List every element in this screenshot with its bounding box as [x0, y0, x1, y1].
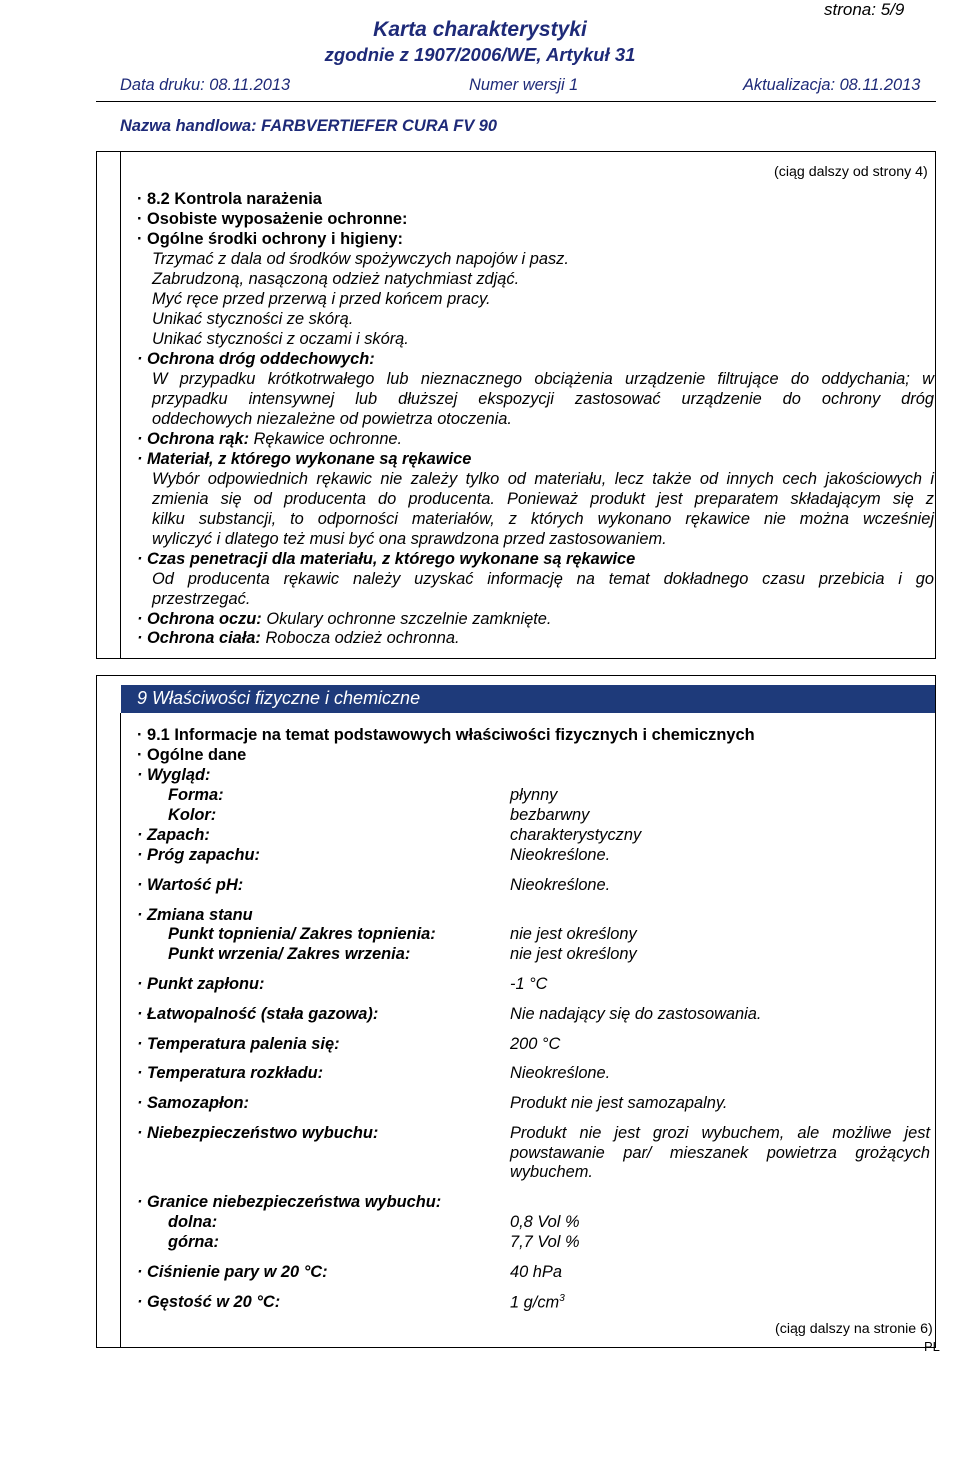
glove-material-text-line: wyliczyć i dlatego też musi być ona sprawdzona przed zastosowaniem. [152, 530, 667, 548]
hygiene-line: Myć ręce przed przerwą i przed końcem pracy. [152, 290, 491, 308]
hand-protection-row [137, 430, 402, 449]
hygiene-line: Unikać styczności ze skórą. [152, 310, 354, 328]
body-protection-value: Robocza odzież ochronna. [265, 629, 460, 647]
density-label: · Gęstość w 20 °C: [137, 1293, 281, 1311]
vapor-pressure-label: · Ciśnienie pary w 20 °C: [137, 1263, 328, 1281]
hand-protection-value: Rękawice ochronne. [253, 430, 403, 448]
form-value: płynny [510, 786, 558, 804]
eye-protection-row [137, 610, 551, 629]
penetration-text-line: Od producenta rękawic należy uzyskać informację na temat dokładnego czasu przebicia i go [152, 570, 934, 588]
density-number: 1 g/cm [510, 1293, 560, 1312]
self-ignition-value: Produkt nie jest samozapalny. [510, 1094, 728, 1112]
hygiene-line: Unikać styczności z oczami i skórą. [152, 330, 409, 348]
ph-value: Nieokreślone. [510, 876, 611, 894]
glove-material-text-line: Wybór odpowiednich rękawic nie zależy tylko od materiału, lecz także od innych cech jakościowych i [152, 470, 934, 488]
appearance-label: · Wygląd: [137, 766, 211, 784]
odor-value: charakterystyczny [510, 826, 642, 844]
ppe-heading: · Osobiste wyposażenie ochronne: [137, 210, 408, 228]
respiratory-text-line: W przypadku krótkotrwałego lub nieznacznego obciążenia urządzenie filtrujące do oddychania; w [152, 370, 934, 388]
explosion-limits-label: · Granice niebezpieczeństwa wybuchu: [137, 1193, 442, 1211]
print-date: Data druku: 08.11.2013 [120, 76, 291, 94]
glove-material-text-line: zmienia się od producenta do producenta. Ponieważ produkt jest preparatem składającym się z [152, 490, 934, 508]
document-subtitle: zgodnie z 1907/2006/WE, Artykuł 31 [324, 44, 636, 65]
general-data-heading: · Ogólne dane [137, 746, 247, 764]
explosion-hazard-value-line: powstawanie par/ mieszanek powietrza grożących [510, 1144, 930, 1162]
flash-point-value: -1 °C [510, 975, 548, 993]
upper-limit-label: górna: [168, 1233, 219, 1251]
eye-protection-value: Okulary ochronne szczelnie zamknięte. [266, 610, 552, 628]
hygiene-line: Trzymać z dala od środków spożywczych napojów i pasz. [152, 250, 569, 268]
general-measures-heading: · Ogólne środki ochrony i higieny: [137, 230, 403, 248]
ignition-temperature-label: · Temperatura palenia się: [137, 1035, 340, 1053]
respiratory-text-line: oddechowych niezależne od powietrza otoczenia. [152, 410, 512, 428]
explosion-hazard-value-line: wybuchem. [510, 1163, 593, 1181]
lower-limit-label: dolna: [168, 1213, 218, 1231]
trade-name: Nazwa handlowa: FARBVERTIEFER CURA FV 90 [120, 117, 498, 135]
eye-protection-label: · Ochrona oczu: [137, 610, 262, 628]
language-code: PL [924, 1339, 940, 1354]
explosion-hazard-label: · Niebezpieczeństwo wybuchu: [137, 1124, 379, 1142]
boiling-point-value: nie jest określony [510, 945, 637, 963]
page-number: strona: 5/9 [824, 0, 905, 19]
penetration-text-line: przestrzegać. [152, 590, 251, 608]
body-protection-row [137, 629, 460, 648]
section-8-2-heading: · 8.2 Kontrola narażenia [137, 190, 322, 208]
respiratory-text-line: przypadku intensywnej lub dłuższej ekspozycji zastosować urządzenie do ochrony dróg [152, 390, 934, 408]
flammability-label: · Łatwopalność (stała gazowa): [137, 1005, 379, 1023]
melting-point-label: Punkt topnienia/ Zakres topnienia: [168, 925, 436, 943]
ignition-temperature-value: 200 °C [510, 1035, 561, 1053]
penetration-time-label: · Czas penetracji dla materiału, z którego wykonane są rękawice [137, 550, 636, 568]
respiratory-protection-label: · Ochrona dróg oddechowych: [137, 350, 375, 368]
lower-limit-value: 0,8 Vol % [510, 1213, 580, 1231]
continued-from: (ciąg dalszy od strony 4) [774, 164, 928, 180]
odor-label: · Zapach: [137, 826, 210, 844]
ph-label: · Wartość pH: [137, 876, 244, 894]
upper-limit-value: 7,7 Vol % [510, 1233, 580, 1251]
hand-protection-label: · Ochrona rąk: [137, 430, 250, 448]
form-label: Forma: [168, 786, 224, 804]
section-9-title: 9 Właściwości fizyczne i chemiczne [121, 685, 935, 713]
continued-to: (ciąg dalszy na stronie 6) [775, 1321, 933, 1337]
density-exponent: 3 [559, 1293, 565, 1304]
glove-material-label: · Materiał, z którego wykonane są rękawice [137, 450, 472, 468]
document-title: Karta charakterystyki [373, 18, 587, 41]
vapor-pressure-value: 40 hPa [510, 1263, 562, 1281]
flash-point-label: · Punkt zapłonu: [137, 975, 265, 993]
odor-threshold-label: · Próg zapachu: [137, 846, 260, 864]
decomposition-temperature-label: · Temperatura rozkładu: [137, 1064, 324, 1082]
explosion-hazard-value-line: Produkt nie jest grozi wybuchem, ale możliwe jest [510, 1124, 930, 1142]
body-protection-label: · Ochrona ciała: [137, 629, 261, 647]
density-value [510, 1293, 565, 1312]
state-change-label: · Zmiana stanu [137, 906, 253, 924]
version-number: Numer wersji 1 [469, 76, 579, 94]
update-date: Aktualizacja: 08.11.2013 [743, 76, 921, 94]
self-ignition-label: · Samozapłon: [137, 1094, 250, 1112]
flammability-value: Nie nadający się do zastosowania. [510, 1005, 762, 1023]
decomposition-temperature-value: Nieokreślone. [510, 1064, 611, 1082]
melting-point-value: nie jest określony [510, 925, 637, 943]
header-divider [96, 101, 936, 102]
boiling-point-label: Punkt wrzenia/ Zakres wrzenia: [168, 945, 411, 963]
section-9-1-heading: · 9.1 Informacje na temat podstawowych właściwości fizycznych i chemicznych [137, 726, 755, 744]
glove-material-text-line: kilku substancji, to odporności materiałów, z których wykonano rękawice nie można wcześniej [152, 510, 934, 528]
color-label: Kolor: [168, 806, 217, 824]
hygiene-line: Zabrudzoną, nasączoną odzież natychmiast zdjąć. [152, 270, 520, 288]
color-value: bezbarwny [510, 806, 590, 824]
odor-threshold-value: Nieokreślone. [510, 846, 611, 864]
